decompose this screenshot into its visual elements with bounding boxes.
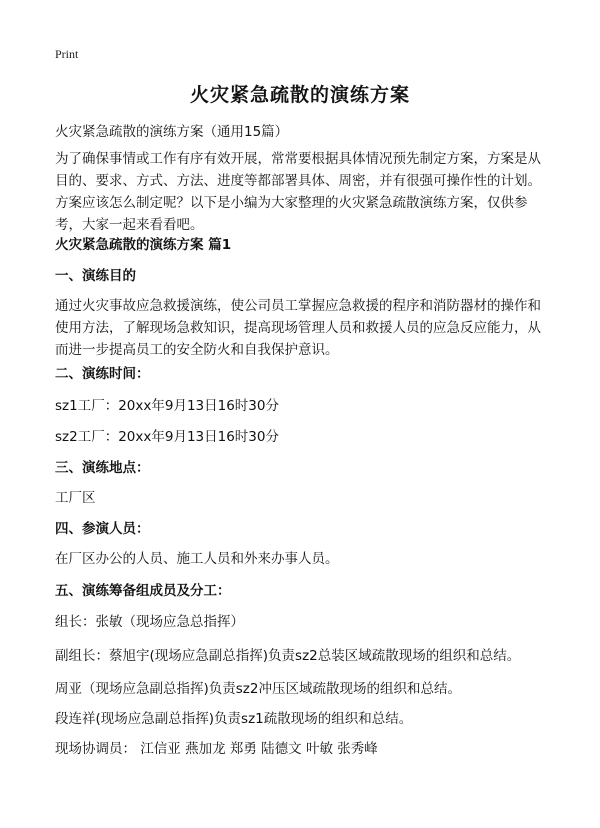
participants-heading: 四、参演人员：: [55, 521, 150, 537]
document-subtitle: 火灾紧急疏散的演练方案（通用15篇）: [55, 124, 289, 140]
print-label: Print: [55, 47, 79, 61]
participants-text: 在厂区办公的人员、施工人员和外来办事人员。: [55, 551, 339, 567]
purpose-heading: 一、演练目的: [55, 268, 136, 284]
role-line: 段连祥(现场应急副总指挥)负责sz1疏散现场的组织和总结。: [55, 711, 413, 727]
time-line: sz2工厂：20xx年9月13日16时30分: [55, 429, 279, 445]
roles-heading: 五、演练筹备组成员及分工：: [55, 583, 231, 599]
location-heading: 三、演练地点：: [55, 460, 150, 476]
document-title: 火灾紧急疏散的演练方案: [189, 84, 410, 106]
part-heading: 火灾紧急疏散的演练方案 篇1: [55, 237, 232, 253]
time-line: sz1工厂：20xx年9月13日16时30分: [55, 398, 279, 414]
role-line: 现场协调员： 江信亚 燕加龙 郑勇 陆德文 叶敏 张秀峰: [55, 741, 378, 757]
location-text: 工厂区: [55, 490, 96, 506]
role-line: 周亚（现场应急副总指挥)负责sz2冲压区域疏散现场的组织和总结。: [55, 681, 461, 697]
role-line: 副组长：蔡旭宇(现场应急副总指挥)负责sz2总装区域疏散现场的组织和总结。: [55, 648, 521, 664]
time-heading: 二、演练时间：: [55, 366, 150, 382]
purpose-paragraph: 通过火灾事故应急救援演练，使公司员工掌握应急救援的程序和消防器材的操作和使用方法，了解现场急救知识，提高现场管理人员和救援人员的应急反应能力，从而进一步提高员工的安全防火和自我保护意识。: [55, 298, 541, 358]
intro-paragraph: 为了确保事情或工作有序有效开展，常常要根据具体情况预先制定方案，方案是从目的、要求、方式、方法、进度等都部署具体、周密，并有很强可操作性的计划。方案应该怎么制定呢？以下是小编为大家整理的火灾紧急疏散演练方案，仅供参考，大家一起来看看吧。: [55, 151, 541, 233]
role-line: 组长：张敏（现场应急总指挥）: [55, 614, 244, 630]
